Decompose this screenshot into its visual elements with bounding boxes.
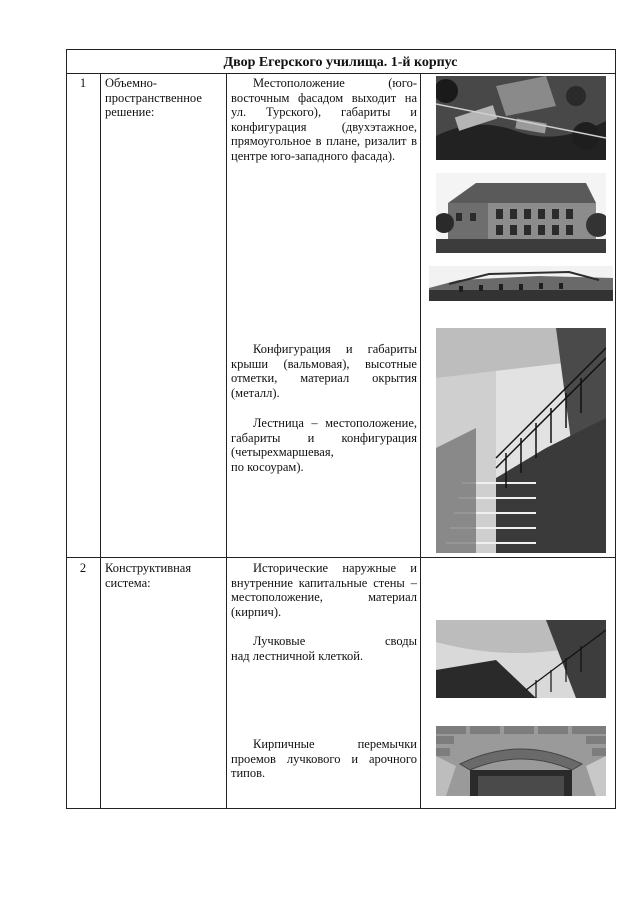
description-roof xyxy=(231,342,417,400)
table-title: Двор Егерского училища. 1-й корпус xyxy=(223,55,458,70)
description-lintels xyxy=(231,737,417,781)
building-facade-photo xyxy=(436,173,606,253)
col-divider-2 xyxy=(226,73,227,809)
description-text: Лучковые своды xyxy=(253,634,417,648)
staircase-photo xyxy=(436,328,606,553)
description-location xyxy=(231,76,417,164)
col-divider-1 xyxy=(100,73,101,809)
roof-panorama-photo xyxy=(429,266,613,301)
description-text: Конфигурация и габариты крыши (вальмовая), высотные отметки, материал окрытия (металл). xyxy=(231,342,417,400)
description-text: над лестничной клеткой. xyxy=(231,648,364,663)
description-text: Местоположение (юго-восточным фасадом выходит на ул. Турского), габариты и конфигурация (двухэтажное, прямоугольное в плане, ризалит в центре юго-западного фасада). xyxy=(231,76,417,163)
description-text: Лестница – местоположение, габариты и конфигурация (четырехмаршевая, xyxy=(231,416,417,460)
row-divider xyxy=(66,557,616,558)
brick-lintel-photo xyxy=(436,726,606,796)
row-number: 1 xyxy=(79,76,87,90)
row-number: 2 xyxy=(79,561,87,575)
description-vaults xyxy=(231,634,417,663)
description-text: по косоурам). xyxy=(231,459,304,474)
description-walls xyxy=(231,561,417,619)
description-stairs xyxy=(231,416,417,474)
description-text: Кирпичные перемычки проемов лучкового и арочного типов. xyxy=(231,737,417,781)
vault-photo xyxy=(436,620,606,698)
description-text: Исторические наружные и внутренние капитальные стены – местоположение, материал (кирпич). xyxy=(231,561,417,619)
col-divider-3 xyxy=(420,73,421,809)
row-label: Объемно-пространственное решение: xyxy=(105,76,202,120)
aerial-photo xyxy=(436,76,606,160)
row-label: Конструктивная система: xyxy=(105,561,192,590)
